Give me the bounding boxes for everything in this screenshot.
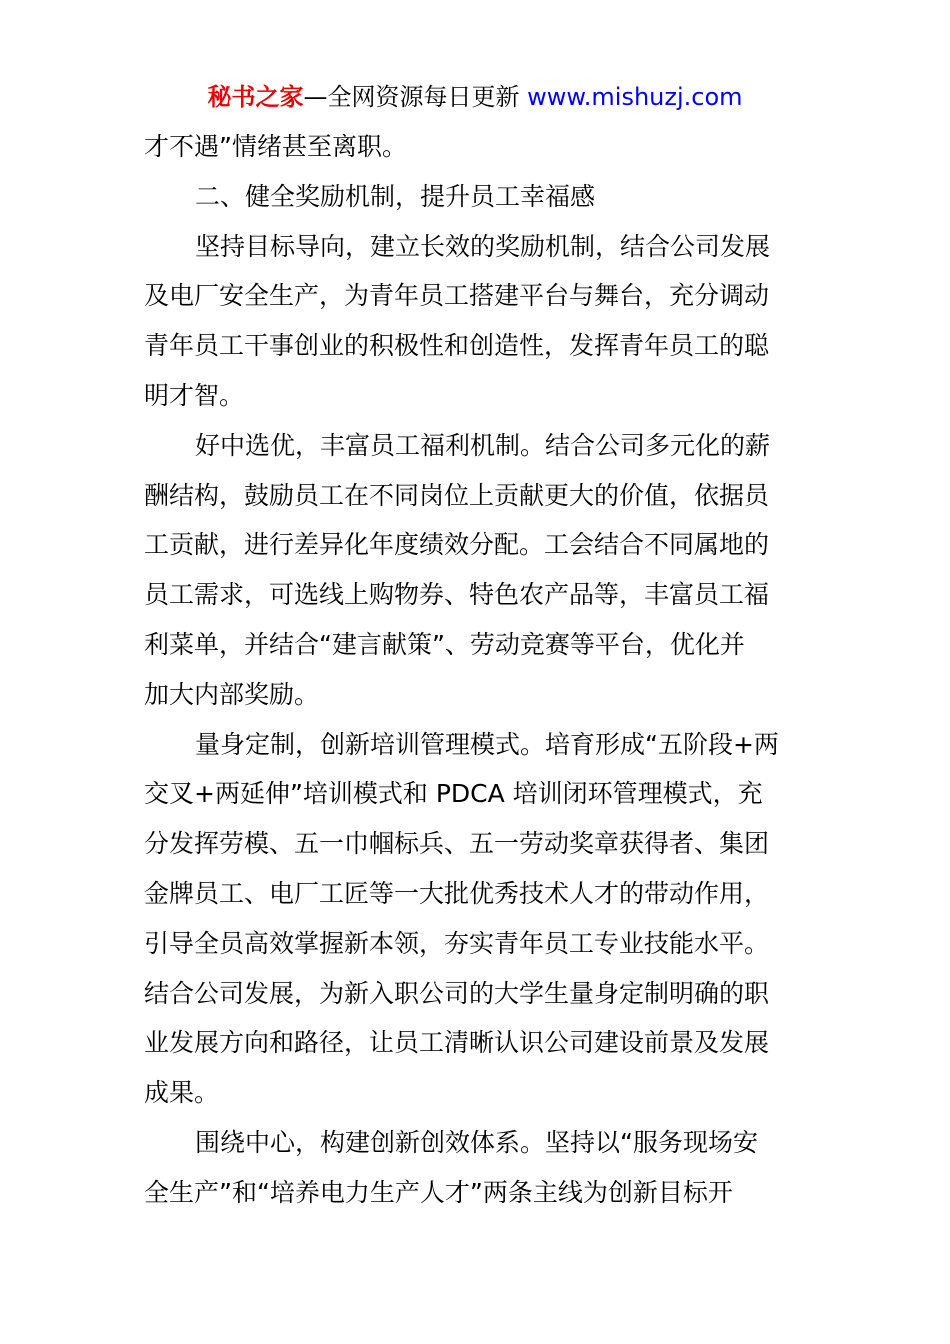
text-line: 交叉+两延伸”培训模式和 PDCA 培训闭环管理模式，充 <box>144 779 763 809</box>
section-heading: 二、健全奖励机制，提升员工幸福感 <box>195 181 596 211</box>
site-url-link[interactable]: www.mishuzj.com <box>527 83 743 111</box>
text-line: 利菜单，并结合“建言献策”、劳动竞赛等平台，优化并 <box>144 629 745 659</box>
text-line: 工贡献，进行差异化年度绩效分配。工会结合不同属地的 <box>144 530 770 560</box>
text-line: 加大内部奖励。 <box>144 679 320 709</box>
text-line: 量身定制，创新培训管理模式。培育形成“五阶段+两 <box>195 729 779 759</box>
text-line: 全生产”和“培养电力生产人才”两条主线为创新目标开 <box>144 1177 733 1207</box>
text-line: 分发挥劳模、五一巾帼标兵、五一劳动奖章获得者、集团 <box>144 829 770 859</box>
text-line: 好中选优，丰富员工福利机制。结合公司多元化的薪 <box>195 430 771 460</box>
text-line: 才不遇”情绪甚至离职。 <box>144 132 407 161</box>
text-line: 青年员工干事创业的积极性和创造性，发挥青年员工的聪 <box>144 331 770 361</box>
text-line: 结合公司发展，为新入职公司的大学生量身定制明确的职 <box>144 978 770 1008</box>
page-header <box>0 79 950 115</box>
header-tagline: —全网资源每日更新 <box>303 83 528 111</box>
document-body <box>144 122 814 1218</box>
text-line: 金牌员工、电厂工匠等一大批优秀技术人才的带动作用， <box>144 878 770 908</box>
text-line: 成果。 <box>144 1078 220 1108</box>
text-line: 员工需求，可选线上购物券、特色农产品等，丰富员工福 <box>144 580 770 610</box>
text-line: 酬结构，鼓励员工在不同岗位上贡献更大的价值，依据员 <box>144 480 770 510</box>
text-line: 引导全员高效掌握新本领，夯实青年员工专业技能水平。 <box>144 928 770 958</box>
text-line: 坚持目标导向，建立长效的奖励机制，结合公司发展 <box>195 231 771 261</box>
text-line: 明才智。 <box>144 380 245 410</box>
text-line: 及电厂安全生产，为青年员工搭建平台与舞台，充分调动 <box>144 281 770 311</box>
text-line: 围绕中心，构建创新创效体系。坚持以“服务现场安 <box>195 1127 758 1157</box>
text-line: 业发展方向和路径，让员工清晰认识公司建设前景及发展 <box>144 1028 770 1058</box>
brand-name: 秘书之家 <box>207 83 304 111</box>
